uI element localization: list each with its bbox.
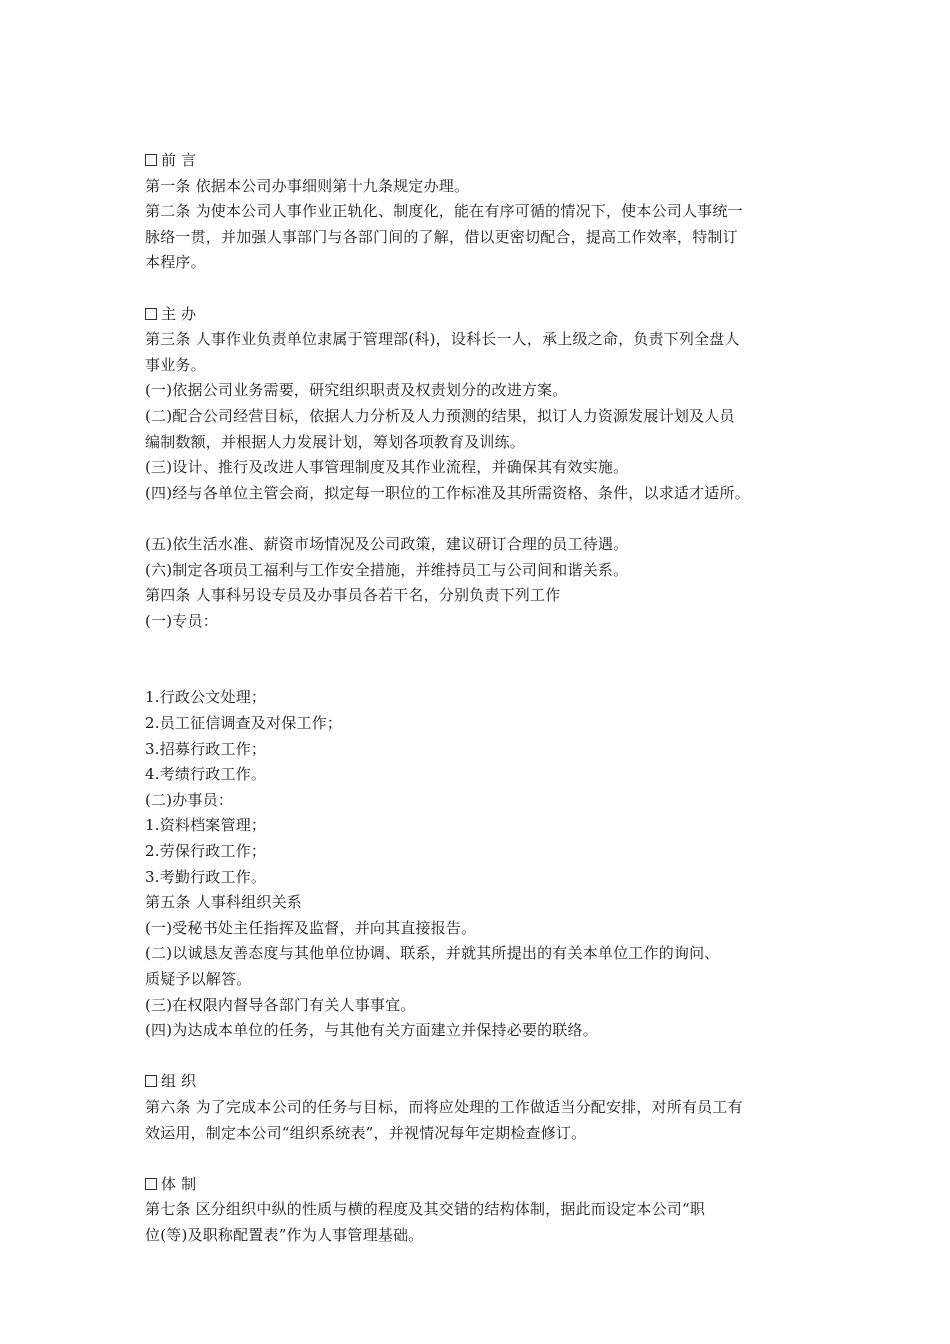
- paragraph-line: (四)为达成本单位的任务，与其他有关方面建立并保持必要的联络。: [145, 1021, 598, 1040]
- paragraph-line: (一)专员：: [145, 611, 218, 630]
- section-heading-organization: 组 织: [145, 1069, 825, 1095]
- paragraph-line: (一)受秘书处主任指挥及监督，并向其直接报告。: [145, 918, 477, 937]
- paragraph-line: (三)在权限内督导各部门有关人事事宜。: [145, 995, 416, 1014]
- document-page: [145, 148, 825, 1249]
- blank-line: [145, 1146, 825, 1172]
- paragraph-line: (五)依生活水准、薪资市场情况及公司政策，建议研订合理的员工待遇。: [145, 534, 629, 553]
- list-item: (二)办事员：: [145, 790, 234, 809]
- list-item: 1.资料档案管理；: [145, 816, 267, 835]
- paragraph-line: 位(等)及职称配置表”作为人事管理基础。: [145, 1225, 424, 1244]
- paragraph-line: 第五条 人事科组织关系: [145, 893, 302, 912]
- section-heading-preface: 前 言: [145, 148, 825, 174]
- list-item: 3.招募行政工作；: [145, 739, 267, 758]
- checkbox-square-icon: [145, 1075, 157, 1087]
- list-item: 4.考绩行政工作。: [145, 765, 267, 784]
- checkbox-square-icon: [145, 154, 157, 166]
- list-item: 3.考勤行政工作。: [145, 867, 267, 886]
- blank-line: [145, 634, 825, 685]
- paragraph-line: 第三条 人事作业负责单位隶属于管理部(科)，设科长一人，承上级之命，负责下列全盘人: [145, 330, 740, 349]
- paragraph-line: 第二条 为使本公司人事作业正轨化、制度化，能在有序可循的情况下，使本公司人事统一: [145, 202, 743, 221]
- section-heading-system: 体 制: [145, 1172, 825, 1198]
- blank-line: [145, 506, 825, 532]
- paragraph-line: (四)经与各单位主管会商，拟定每一职位的工作标准及其所需资格、条件，以求适才适所。: [145, 483, 750, 502]
- paragraph-line: 第一条 依据本公司办事细则第十九条规定办理。: [145, 176, 470, 195]
- paragraph-line: 编制数额，并根据人力发展计划，筹划各项教育及训练。: [145, 432, 526, 451]
- paragraph-line: 本程序。: [145, 253, 206, 272]
- paragraph-line: 脉络一贯，并加强人事部门与各部门间的了解，借以更密切配合，提高工作效率，特制订: [145, 227, 738, 246]
- paragraph-line: 效运用，制定本公司“组织系统表”，并视情况每年定期检查修订。: [145, 1123, 587, 1142]
- list-item: 1.行政公文处理；: [145, 688, 267, 707]
- paragraph-line: (二)配合公司经营目标，依据人力分析及人力预测的结果，拟订人力资源发展计划及人员: [145, 406, 735, 425]
- paragraph-line: (六)制定各项员工福利与工作安全措施，并维持员工与公司间和谐关系。: [145, 560, 629, 579]
- paragraph-line: 第七条 区分组织中纵的性质与横的程度及其交错的结构体制，据此而设定本公司“职: [145, 1200, 706, 1219]
- paragraph-line: (三)设计、推行及改进人事管理制度及其作业流程，并确保其有效实施。: [145, 458, 629, 477]
- checkbox-square-icon: [145, 308, 157, 320]
- list-item: 2.员工征信调查及对保工作；: [145, 714, 343, 733]
- blank-line: [145, 1044, 825, 1070]
- paragraph-line: (二)以诚恳友善态度与其他单位协调、联系，并就其所提出的有关本单位工作的询问、: [145, 944, 720, 963]
- section-heading-main: 主 办: [145, 302, 825, 328]
- paragraph-line: 质疑予以解答。: [145, 970, 252, 988]
- blank-line: [145, 276, 825, 302]
- paragraph-line: (一)依据公司业务需要，研究组织职责及权责划分的改进方案。: [145, 381, 568, 400]
- checkbox-square-icon: [145, 1178, 157, 1190]
- paragraph-line: 第四条 人事科另设专员及办事员各若干名，分别负责下列工作: [145, 586, 561, 605]
- paragraph-line: 事业务。: [145, 355, 206, 374]
- list-item: 2.劳保行政工作；: [145, 842, 267, 861]
- paragraph-line: 第六条 为了完成本公司的任务与目标，而将应处理的工作做适当分配安排，对所有员工有: [145, 1097, 743, 1116]
